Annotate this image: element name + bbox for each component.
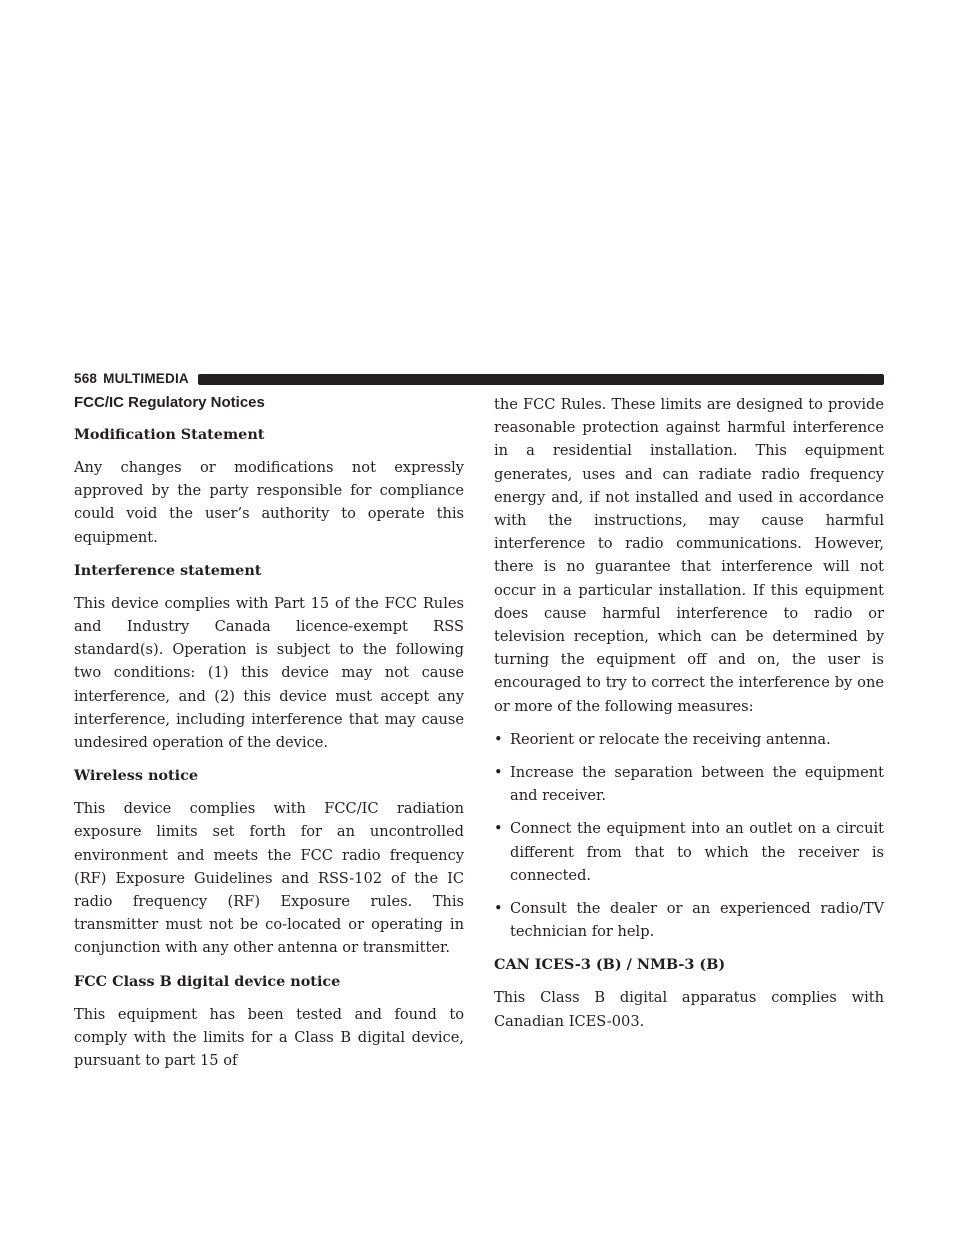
modification-heading: Modification Statement (74, 426, 265, 443)
interference-heading: Interference statement (74, 561, 262, 579)
fcc-rules-paragraph: the FCC Rules. These limits are designed to provide reasonable protection against harmful interference in a residential installation. This equipment generates, uses and can radiate radio frequency energy and, if not installed and used in accordance with the instructions, may cause harmful interference to radio communications. However, there is no guarantee that interference will not occur in a particular installation. If this equipment does cause harmful interference to radio or television reception, which can be determined by turning the equipment off and on, the user is encouraged to try to correct the interference by one or more of the following measures: (494, 396, 884, 715)
list-item (494, 728, 884, 751)
right-column (494, 393, 884, 1043)
classb-heading: FCC Class B digital device notice (74, 972, 341, 990)
wireless-paragraph: This device complies with FCC/IC radiation exposure limits set forth for an uncontrolled environment and meets the FCC radio frequency (RF) Exposure Guidelines and RSS-102 of the IC radio frequency (RF) Exposure rules. This transmitter must not be co-located or operating in conjunction with any other antenna or transmitter. (74, 800, 464, 957)
bullet-icon: • (494, 764, 503, 782)
list-item (494, 897, 884, 943)
bullet-icon: • (494, 900, 503, 918)
list-item-text: Consult the dealer or an experienced radio/TV technician for help. (510, 900, 884, 941)
can-ices-heading: CAN ICES-3 (B) / NMB-3 (B) (494, 956, 726, 974)
section-name: MULTIMEDIA (103, 371, 189, 386)
header-rule (198, 374, 884, 385)
measures-list (494, 728, 884, 944)
can-ices-paragraph: This Class B digital apparatus complies with Canadian ICES-003. (494, 989, 884, 1030)
bullet-icon: • (494, 820, 503, 838)
interference-paragraph: This device complies with Part 15 of the FCC Rules and Industry Canada licence-exempt RSS standard(s). Operation is subject to the following two conditions: (1) this device may not cause interference, and (2) this device must accept any interference, including interference that may cause undesired operation of the device. (74, 594, 464, 752)
list-item-text: Connect the equipment into an outlet on a circuit different from that to which the receiver is connected. (510, 820, 884, 884)
bullet-icon: • (494, 730, 503, 748)
list-item (494, 817, 884, 887)
list-item-text: Increase the separation between the equipment and receiver. (510, 764, 884, 805)
list-item (494, 761, 884, 807)
page-header (74, 371, 884, 387)
modification-paragraph: Any changes or modifications not expressly approved by the party responsible for compliance could void the user’s authority to operate this equipment. (74, 459, 464, 546)
list-item-text: Reorient or relocate the receiving antenna. (510, 730, 831, 748)
page-number: 568 (74, 371, 98, 386)
wireless-heading: Wireless notice (74, 767, 199, 785)
left-column (74, 393, 464, 1082)
classb-paragraph: This equipment has been tested and found to comply with the limits for a Class B digital device, pursuant to part 15 of (74, 1005, 464, 1070)
section-title: FCC/IC Regulatory Notices (74, 394, 265, 411)
